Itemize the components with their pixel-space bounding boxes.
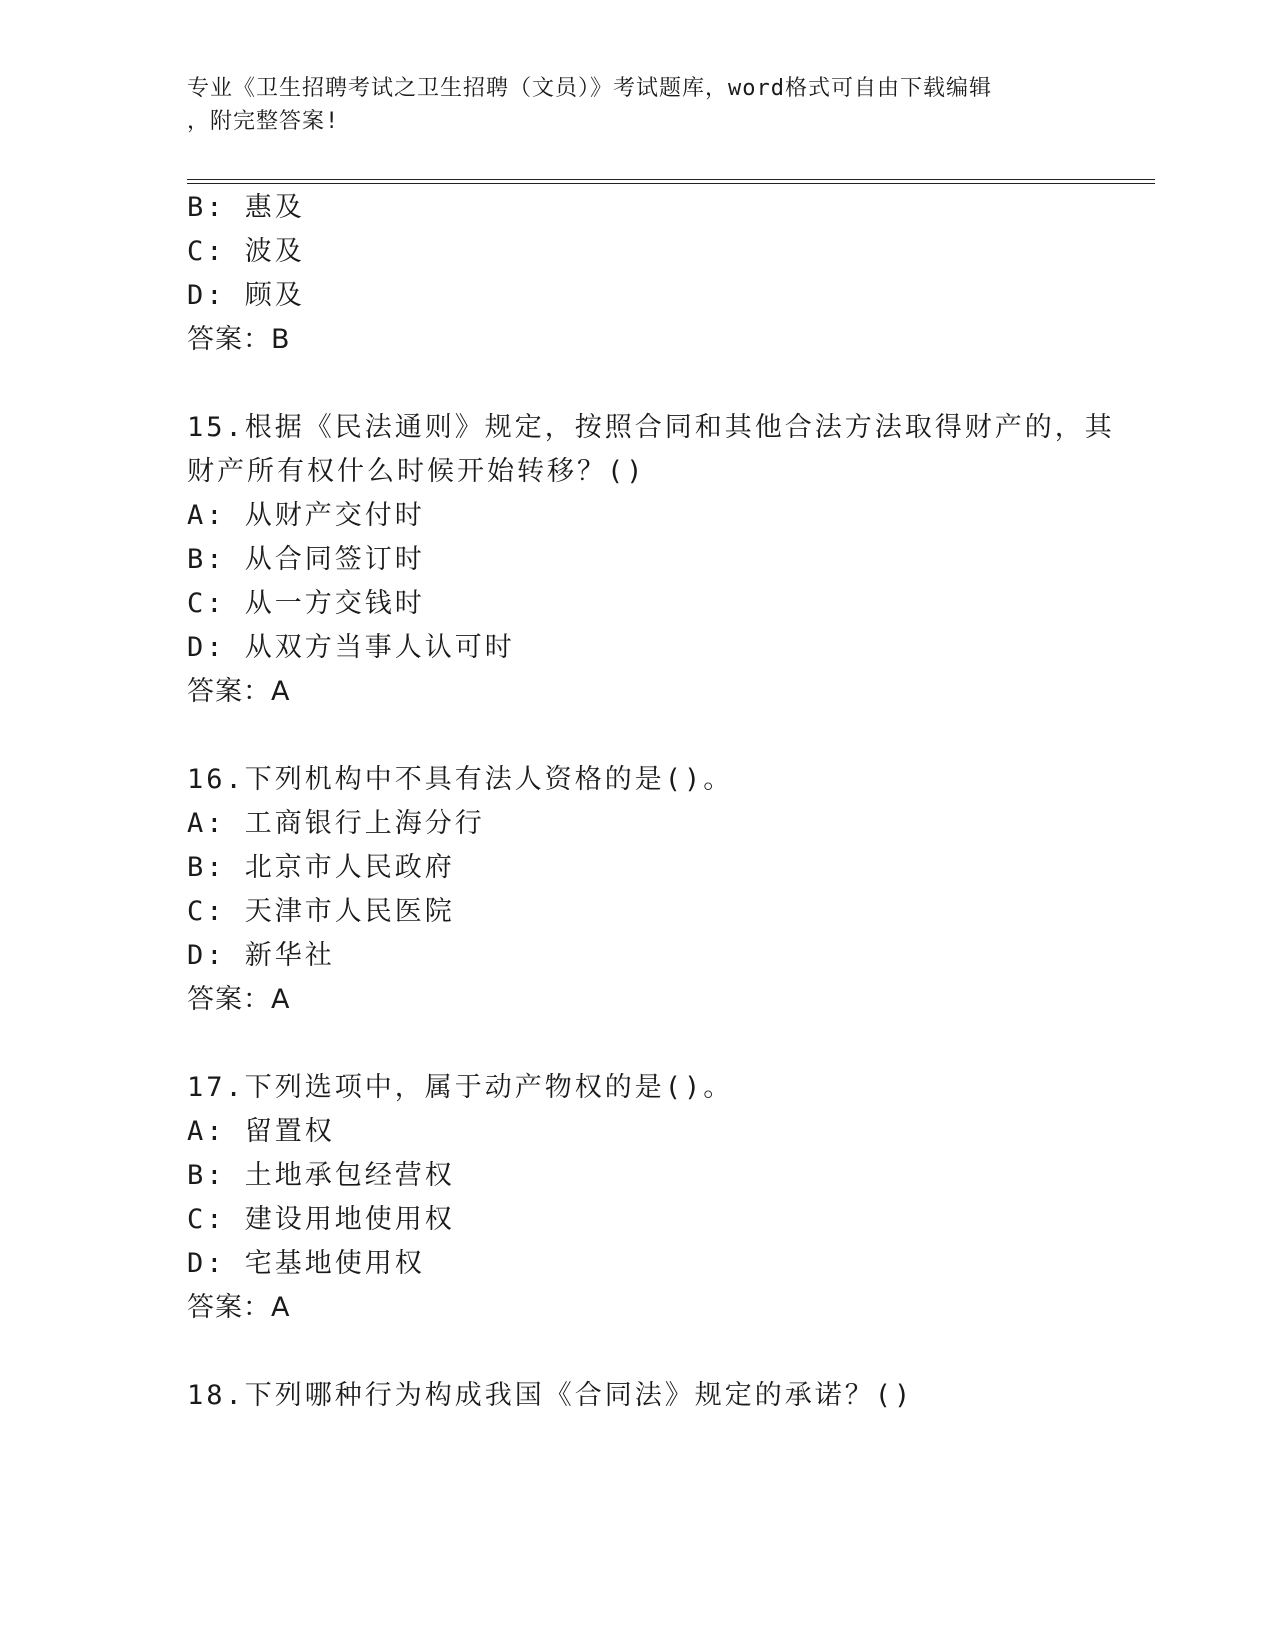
q16-option-c: C: 天津市人民医院 [187, 896, 455, 927]
q16-answer: 答案：A [187, 984, 291, 1015]
q14-option-c: C: 波及 [187, 236, 305, 267]
q15-stem-line-1: 15.根据《民法通则》规定，按照合同和其他合法方法取得财产的，其 [187, 412, 1115, 443]
q15-answer: 答案：A [187, 676, 291, 707]
header-line-1: 专业《卫生招聘考试之卫生招聘（文员）》考试题库，word格式可自由下载编辑 [187, 76, 992, 101]
q16-stem: 16.下列机构中不具有法人资格的是()。 [187, 764, 734, 795]
header-divider-bottom [187, 183, 1155, 184]
q14-answer: 答案：B [187, 324, 291, 355]
q14-option-d: D: 顾及 [187, 280, 305, 311]
q17-stem: 17.下列选项中，属于动产物权的是()。 [187, 1072, 734, 1103]
q15-option-c: C: 从一方交钱时 [187, 588, 425, 619]
q15-stem-line-2: 财产所有权什么时候开始转移？() [187, 456, 646, 487]
q16-option-d: D: 新华社 [187, 940, 335, 971]
q18-stem: 18.下列哪种行为构成我国《合同法》规定的承诺？() [187, 1380, 914, 1411]
q15-option-d: D: 从双方当事人认可时 [187, 632, 515, 663]
q17-option-c: C: 建设用地使用权 [187, 1204, 455, 1235]
document-header [187, 72, 1067, 138]
q17-option-d: D: 宅基地使用权 [187, 1248, 425, 1279]
q15-option-b: B: 从合同签订时 [187, 544, 425, 575]
q15-option-a: A: 从财产交付时 [187, 500, 425, 531]
q14-option-b: B: 惠及 [187, 192, 305, 223]
q17-answer: 答案：A [187, 1292, 291, 1323]
q16-option-a: A: 工商银行上海分行 [187, 808, 485, 839]
header-line-2: ，附完整答案! [187, 109, 340, 134]
header-divider-top [187, 179, 1155, 180]
q17-option-a: A: 留置权 [187, 1116, 335, 1147]
q17-option-b: B: 土地承包经营权 [187, 1160, 455, 1191]
q16-option-b: B: 北京市人民政府 [187, 852, 455, 883]
